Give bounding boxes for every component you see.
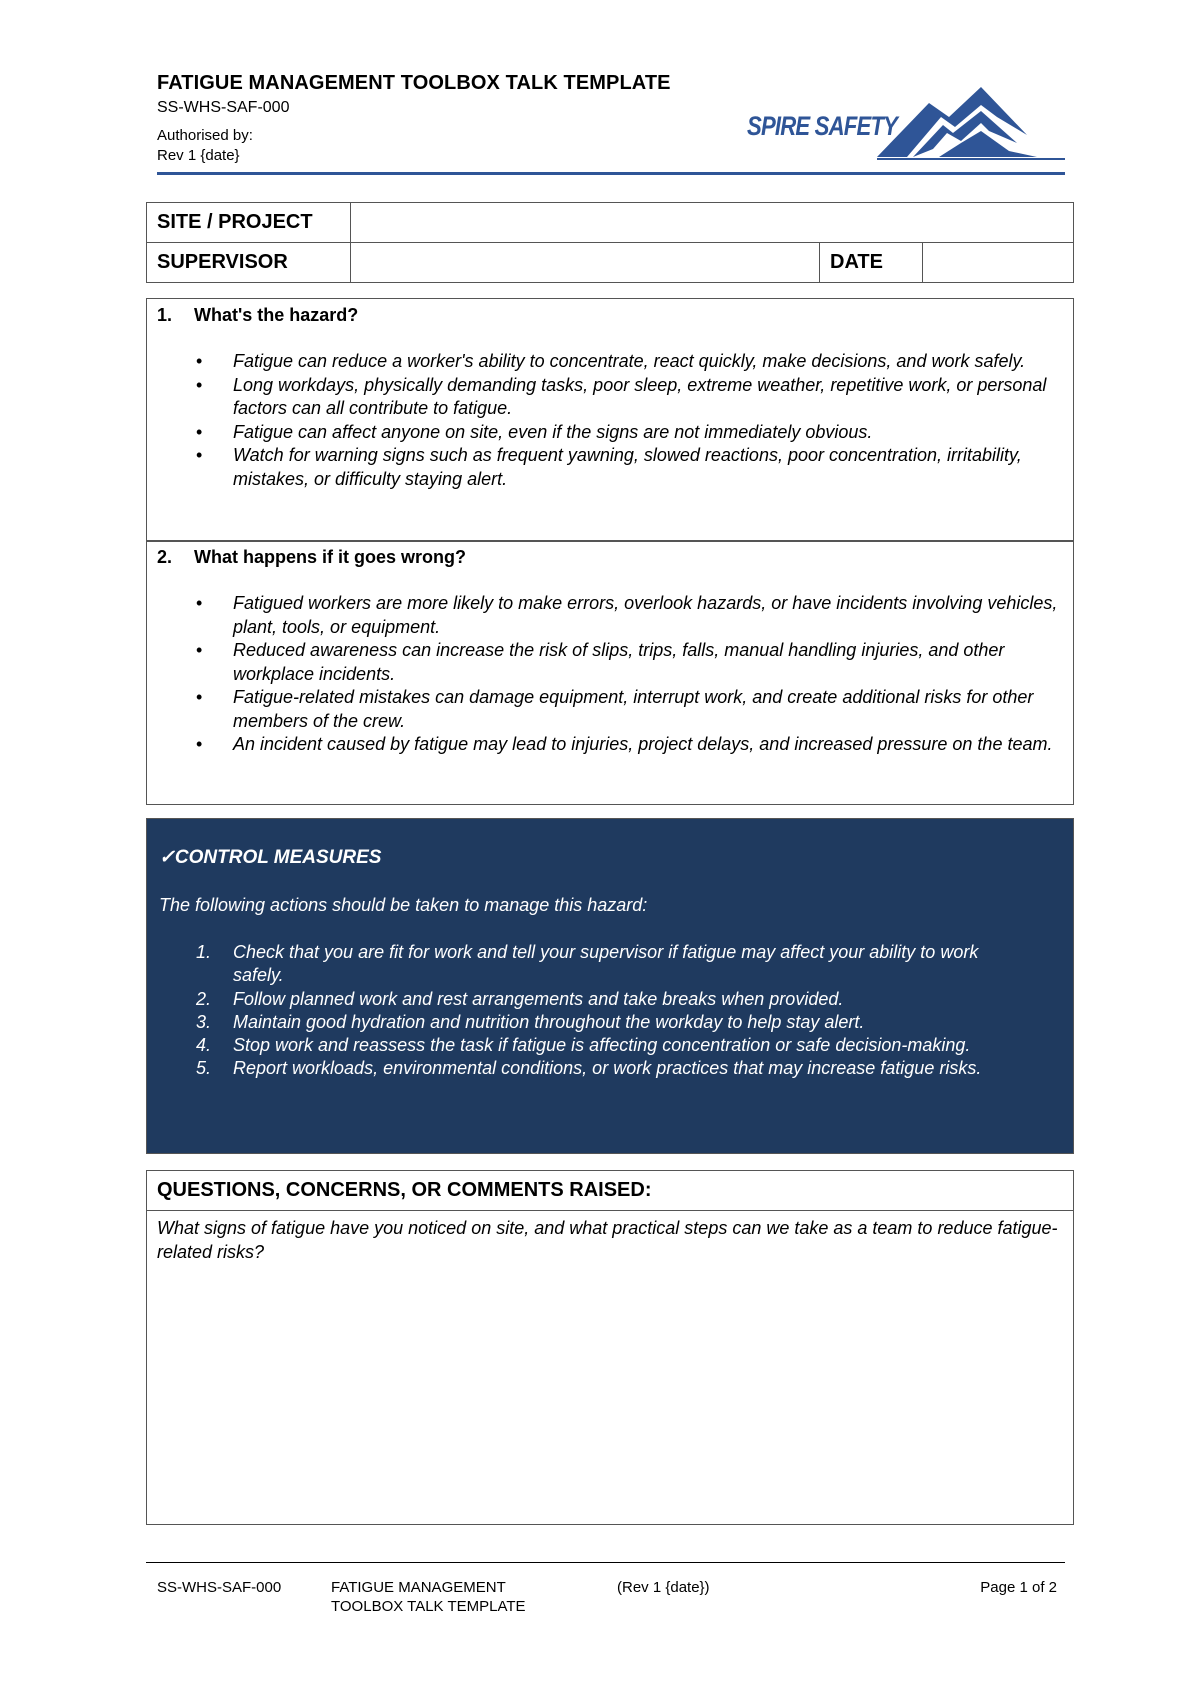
- comments-heading: QUESTIONS, CONCERNS, OR COMMENTS RAISED:: [147, 1171, 1073, 1211]
- footer-divider: [146, 1562, 1065, 1563]
- list-item-text: Watch for warning signs such as frequent yawning, slowed reactions, poor concentration, irritability, mistakes, or difficulty staying alert.: [233, 445, 1022, 489]
- list-item-text: Report workloads, environmental conditions, or work practices that may increase fatigue risks.: [233, 1058, 982, 1079]
- hazard-section: [146, 298, 1074, 542]
- supervisor-label: SUPERVISOR: [147, 243, 351, 283]
- list-item-text: Fatigued workers are more likely to make errors, overlook hazards, or have incidents involving vehicles, plant, tools, or equipment.: [233, 593, 1058, 637]
- list-item-text: Maintain good hydration and nutrition throughout the workday to help stay alert.: [233, 1011, 865, 1032]
- list-item-text: An incident caused by fatigue may lead to injuries, project delays, and increased pressure on the team.: [233, 734, 1053, 754]
- list-item: [196, 733, 1063, 757]
- control-measures-list: [196, 941, 1016, 1081]
- list-item: 1. Check that you are fit for work and tell your supervisor if fatigue may affect your ability to work safely.: [196, 942, 979, 986]
- list-item: 4. Stop work and reassess the task if fatigue is affecting concentration or safe decision-making.: [196, 1035, 971, 1056]
- comments-section: [146, 1170, 1074, 1525]
- document-header: [157, 72, 1065, 176]
- footer-title: FATIGUE MANAGEMENT TOOLBOX TALK TEMPLATE: [331, 1579, 526, 1615]
- bullet-icon: •: [196, 593, 203, 613]
- spire-safety-logo: [747, 87, 1065, 162]
- control-measures-heading: ✓CONTROL MEASURES: [159, 847, 382, 868]
- list-item: [196, 686, 1063, 733]
- consequences-title: What happens if it goes wrong?: [194, 547, 466, 567]
- mountain-logo-icon: [877, 87, 1065, 162]
- list-item: 3. Maintain good hydration and nutrition throughout the workday to help stay alert.: [196, 1011, 865, 1032]
- hazard-list: [196, 350, 1063, 491]
- list-item: [196, 639, 1063, 686]
- header-divider: [157, 172, 1065, 175]
- list-item: 2. Follow planned work and rest arrangements and take breaks when provided.: [196, 988, 844, 1009]
- site-project-label: SITE / PROJECT: [147, 203, 351, 243]
- list-item-text: Fatigue can affect anyone on site, even if the signs are not immediately obvious.: [233, 421, 873, 442]
- hazard-title: What's the hazard?: [194, 305, 359, 325]
- control-measures-intro: The following actions should be taken to manage this hazard:: [159, 895, 648, 915]
- list-item: 5. Report workloads, environmental conditions, or work practices that may increase fatigue risks.: [196, 1058, 982, 1079]
- page-number: Page 1 of 2: [980, 1579, 1057, 1596]
- consequences-section: [146, 540, 1074, 805]
- bullet-icon: •: [196, 445, 203, 465]
- hazard-number: 1.: [157, 305, 173, 325]
- hazard-heading: [147, 299, 1073, 326]
- document-code: SS-WHS-SAF-000: [157, 99, 290, 116]
- document-title: FATIGUE MANAGEMENT TOOLBOX TALK TEMPLATE: [157, 72, 671, 94]
- supervisor-field[interactable]: [351, 243, 820, 283]
- consequences-heading: [147, 541, 1073, 568]
- list-item: [196, 421, 1063, 445]
- footer-code: SS-WHS-SAF-000: [157, 1579, 282, 1596]
- authorised-by: Authorised by:: [157, 127, 253, 144]
- list-item: [196, 592, 1063, 639]
- bullet-icon: •: [196, 640, 203, 660]
- footer-revision: (Rev 1 {date}): [617, 1579, 710, 1596]
- date-label: DATE: [820, 243, 923, 283]
- site-project-field[interactable]: [351, 203, 1074, 243]
- consequences-list: [196, 592, 1063, 757]
- bullet-icon: •: [196, 734, 203, 754]
- list-item-text: Stop work and reassess the task if fatigue is affecting concentration or safe decision-making.: [233, 1035, 971, 1056]
- bullet-icon: •: [196, 421, 203, 442]
- comments-prompt: What signs of fatigue have you noticed on site, and what practical steps can we take as a team to reduce fatigue-related risks?: [157, 1218, 1058, 1262]
- bullet-icon: •: [196, 351, 203, 371]
- list-item-text: Long workdays, physically demanding tasks, poor sleep, extreme weather, repetitive work, or personal factors can all contribute to fatigue.: [233, 374, 1047, 418]
- control-measures-panel: [146, 818, 1074, 1154]
- consequences-number: 2.: [157, 547, 173, 567]
- list-item: [196, 350, 1063, 374]
- list-item-text: Check that you are fit for work and tell your supervisor if fatigue may affect your ability to work safely.: [233, 942, 979, 986]
- bullet-icon: •: [196, 374, 203, 395]
- list-item-text: Reduced awareness can increase the risk of slips, trips, falls, manual handling injuries, and other workplace incidents.: [233, 640, 1005, 684]
- bullet-icon: •: [196, 687, 203, 707]
- list-item-text: Fatigue-related mistakes can damage equipment, interrupt work, and create additional risks for other members of the crew.: [233, 687, 1034, 731]
- list-item-text: Follow planned work and rest arrangements and take breaks when provided.: [233, 988, 844, 1009]
- project-info-table: [146, 202, 1074, 283]
- logo-text: SPIRE SAFETY: [747, 111, 898, 141]
- date-field[interactable]: [923, 243, 1074, 283]
- list-item-text: Fatigue can reduce a worker's ability to concentrate, react quickly, make decisions, and work safely.: [233, 351, 1026, 371]
- list-item: [196, 374, 1063, 421]
- list-item: [196, 444, 1063, 491]
- comments-field[interactable]: [147, 1211, 1073, 1270]
- revision: Rev 1 {date}: [157, 147, 240, 164]
